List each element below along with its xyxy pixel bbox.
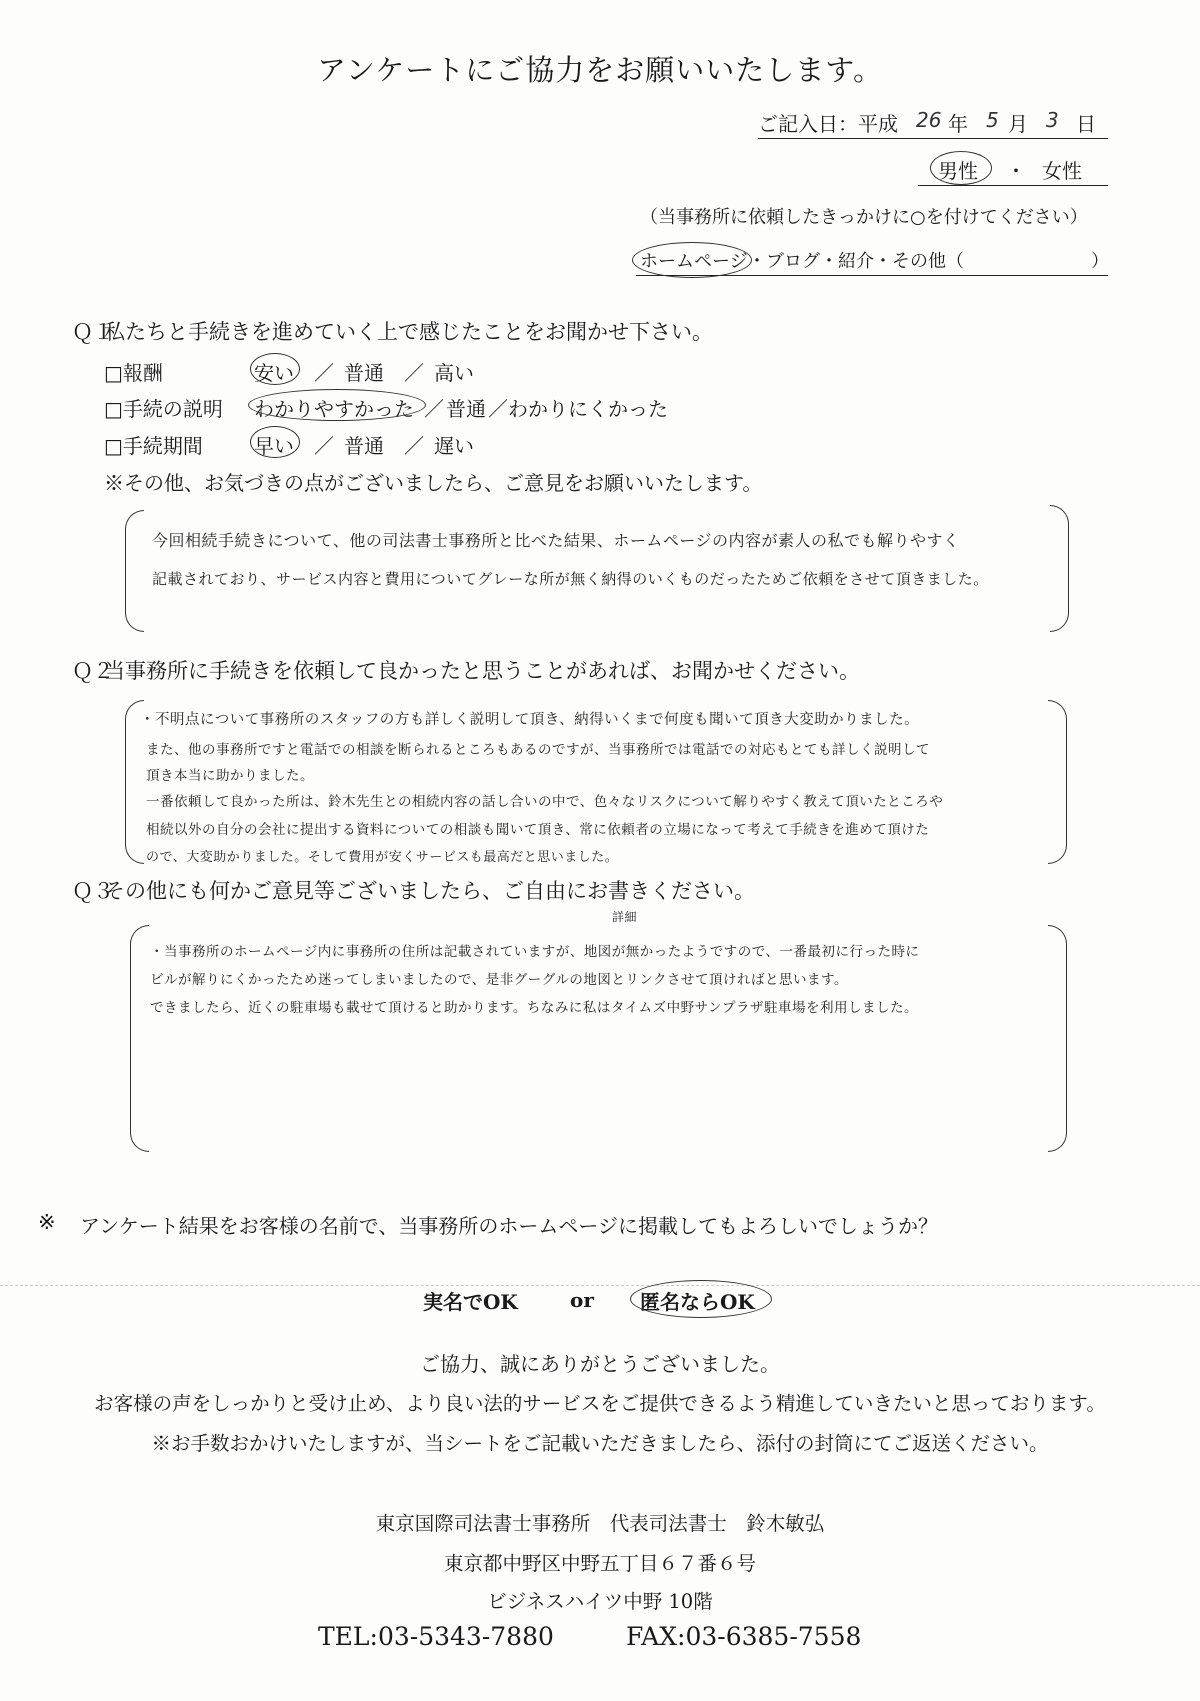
q1-separator: ／ [314,434,334,458]
gender-female: 女性 [1042,159,1082,183]
option-real-name: 実名でOK [423,1290,518,1314]
date-month-unit: 月 [1008,112,1028,136]
survey-title: アンケートにご協力をお願いいたします。 [317,53,883,87]
date-field [758,108,1108,139]
date-label: ご記入日：平成 [758,112,898,136]
q2-answer-line: 相続以外の自分の会社に提出する資料についての相談も聞いて頂き、常に依頼者の立場になって考えて手続きを進めて頂けた [146,822,930,838]
publish-mark: ※ [38,1210,56,1234]
q3-answer-line: ビルが解りにくかったため迷ってしまいましたので、是非グーグルの地図とリンクさせて頂ければと思います。 [150,972,848,988]
date-day: 3 [1046,108,1059,132]
q2-answer-line: また、他の事務所ですと電話での相談を断られるところもあるのですが、当事務所では電話での対応もとても詳しく説明して [146,742,930,758]
q2-answer-bracket-right [1048,700,1067,864]
q1-row-period [104,430,804,460]
q3-answer-line: できましたら、近くの駐車場も載せて頂けると助かります。ちなみに私はタイムズ中野サンプラザ駐車場を利用しました。 [150,1000,918,1016]
q1-option-1: 早い [254,434,294,458]
q1-option-1: わかりやすかった [254,397,414,421]
q1-option-3: 高い [434,361,474,385]
q2-answer-line: ので、大変助かりました。そして費用が安くサービスも最高だと思いました。 [146,850,619,865]
q1-row-explanation [104,393,804,423]
q1-answer-line: 記載されており、サービス内容と費用についてグレーな所が無く納得のいくものだったためご依頼をさせて頂きました。 [152,570,989,588]
office-name: 東京国際司法書士事務所 代表司法書士 鈴木敏弘 [375,1512,825,1535]
closing-thanks: ご協力、誠にありがとうございました。 [420,1352,780,1376]
office-tel: TEL:03-5343-7880 [318,1622,554,1651]
q1-separator: ／ [314,361,334,385]
q1-question: 私たちと手続きを進めていく上で感じたことをお聞かせ下さい。 [104,320,713,344]
q1-answer-line: 今回相続手続きについて、他の司法書士事務所と比べた結果、ホームページの内容が素人の私でも解りやすく [152,531,960,550]
q3-insert-note: 詳細 [612,910,638,924]
q1-separator: ／ [424,397,444,421]
office-address: 東京都中野区中野五丁目６７番６号 [443,1552,756,1575]
date-year-unit: 年 [948,112,968,136]
gender-separator: ・ [1006,159,1026,183]
date-year: 26 [916,108,942,132]
option-or: or [570,1288,594,1312]
publish-question: アンケート結果をお客様の名前で、当事務所のホームページに掲載してもよろしいでしょうか？ [80,1214,938,1238]
q1-option-3: わかりにくかった [508,397,668,421]
q3-answer-bracket-right [1048,925,1067,1152]
source-field [636,247,1108,276]
fold-line [0,1285,1200,1286]
q2-question: 当事務所に手続きを依頼して良かったと思うことがあれば、お聞かせください。 [104,659,860,683]
q3-number: Ｑ３ [72,879,114,903]
q1-option-2: 普通 [446,397,486,421]
q2-answer-line: 頂き本当に助かりました。 [146,768,314,784]
source-homepage: ホームページ [640,251,748,272]
closing-return-note: ※お手数おかけいたしますが、当シートをご記載いただきましたら、添付の封筒にてご返送ください。 [151,1432,1049,1455]
option-anonymous-circle [630,1280,772,1318]
q1-separator: ／ [404,434,424,458]
q1-other-prompt: ※その他、お気づきの点がございましたら、ご意見をお願いいたします。 [104,471,763,495]
q3-answer-bracket-left [130,925,149,1152]
q1-answer-bracket-right [1050,505,1069,632]
q1-row-label: □手続の説明 [104,397,223,421]
q2-answer-line: ・不明点について事務所のスタッフの方も詳しく説明して頂き、納得いくまで何度も聞いて頂き大変助かりました。 [140,712,920,728]
q2-answer-line: 一番依頼して良かった所は、鈴木先生との相続内容の話し合いの中で、色々なリスクについて解りやすく教えて頂いたところや [146,794,944,810]
q1-fee-answer-circle [250,353,300,385]
q1-row-label: □手続期間 [104,434,203,458]
option-anonymous: 匿名ならOK [640,1290,755,1314]
q1-option-3: 遅い [434,434,474,458]
gender-male-circle [930,151,992,185]
office-fax: FAX:03-6385-7558 [626,1622,862,1651]
q1-period-answer-circle [250,426,300,458]
date-day-unit: 日 [1076,112,1096,136]
q1-option-2: 普通 [344,361,384,385]
source-homepage-circle [632,242,752,278]
q1-option-1: 安い [254,361,294,385]
source-close-paren: ） [1091,251,1109,272]
q1-separator: ／ [404,361,424,385]
q1-row-fee [104,357,804,387]
closing-message: お客様の声をしっかりと受け止め、より良い法的サービスをご提供できるよう精進していきたいと思っております。 [94,1392,1106,1415]
date-month: 5 [986,108,999,132]
q2-number: Ｑ２ [72,659,114,683]
q1-number: Ｑ１ [72,320,114,344]
q1-answer-bracket-left [125,510,144,632]
office-building: ビジネスハイツ中野 10階 [487,1590,713,1613]
q1-option-2: 普通 [344,434,384,458]
source-other-options: ・ブログ・紹介・その他（ [748,251,964,272]
q1-row-label: □報酬 [104,361,163,385]
gender-field [918,155,1108,186]
q3-answer-line: ・当事務所のホームページ内に事務所の住所は記載されていますが、地図が無かったようですので、一番最初に行った時に [150,944,920,960]
q3-question: その他にも何かご意見等ございましたら、ご自由にお書きください。 [104,879,755,903]
gender-male: 男性 [938,159,978,183]
source-note: （当事務所に依頼したきっかけに○を付けてください） [640,207,1088,228]
q1-separator: ／ [488,397,508,421]
q1-explanation-answer-circle [248,389,426,421]
